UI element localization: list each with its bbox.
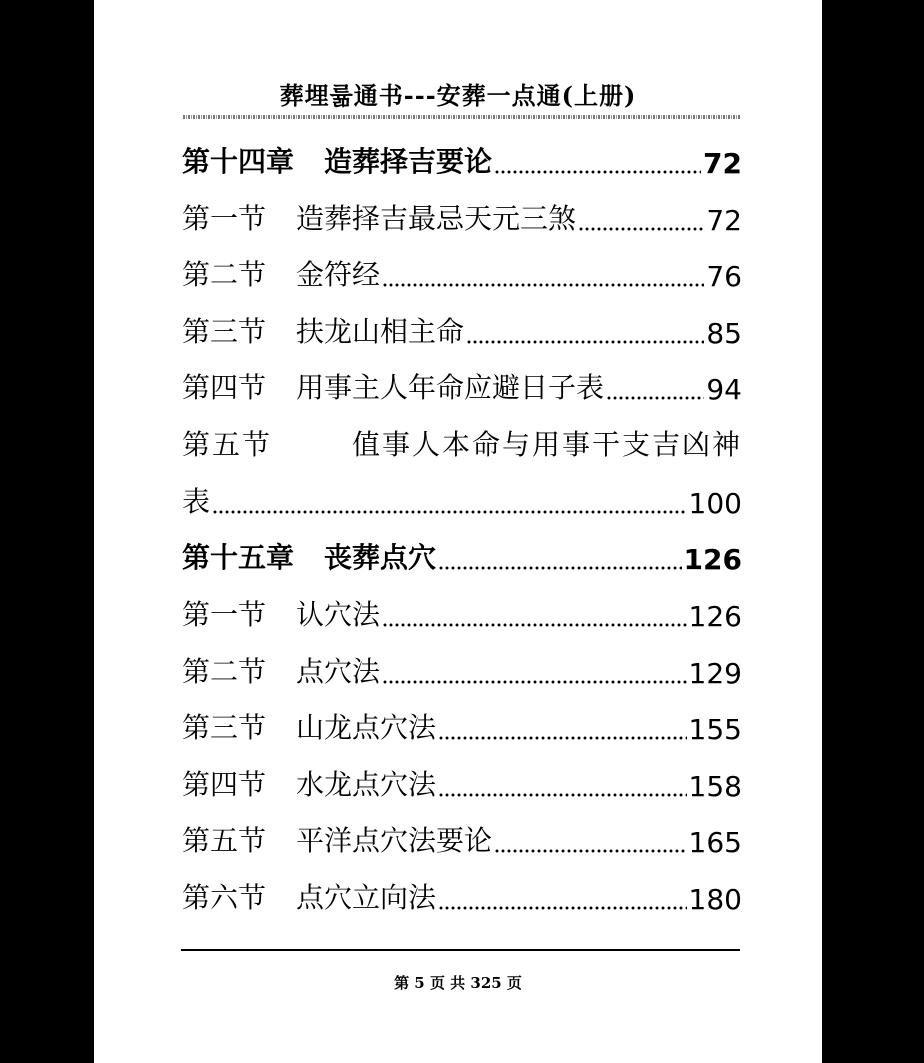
toc-page-number: 155 [688,713,742,746]
toc-chapter-15[interactable] [182,532,742,576]
header-divider [183,115,740,119]
toc-page-number: 100 [688,487,742,520]
toc-section-15-6[interactable] [182,872,742,916]
toc-section-15-4[interactable] [182,759,742,803]
toc-entry-title: 山龙点穴法 [296,711,437,744]
toc-entry-label: 第三节 [182,711,267,744]
toc-page-number: 85 [706,317,742,350]
toc-page-number: 72 [706,204,742,237]
dot-leader [494,849,687,853]
toc-page-number: 165 [688,826,742,859]
dot-leader [382,623,687,627]
dot-leader [466,340,704,344]
toc-entry-title: 用事主人年命应避日子表 [296,371,605,404]
running-header: 葬埋륢通书---安葬一点通(上册) [279,81,637,110]
toc-entry-label: 第二节 [182,258,267,291]
toc-entry-title: 金符经 [296,258,381,291]
toc-section-15-2[interactable] [182,646,742,690]
toc-section-14-4[interactable] [182,362,742,406]
dot-leader [606,396,704,400]
dot-leader [382,680,687,684]
dot-leader [438,736,687,740]
toc-page-number: 94 [706,373,742,406]
toc-entry-title: 水龙点穴法 [296,768,437,801]
toc-entry-title: 点穴法 [296,655,381,688]
toc-entry-label: 第五节 [182,428,273,461]
dot-leader [438,566,682,570]
toc-chapter-14[interactable] [182,136,742,180]
toc-entry-title-continued: 表 [182,485,211,518]
toc-page-number: 180 [688,883,742,916]
toc-entry-title: 点穴立向法 [296,881,437,914]
toc-page-number: 76 [706,260,742,293]
toc-entry-label: 第五节 [182,824,267,857]
toc-section-14-2[interactable] [182,249,742,293]
toc-entry-title: 扶龙山相主命 [296,315,465,348]
toc-entry-label: 第十五章 [182,541,295,574]
toc-entry-title: 认穴法 [296,598,381,631]
toc-section-15-1[interactable] [182,589,742,633]
toc-entry-label: 第十四章 [182,145,295,178]
toc-section-14-3[interactable] [182,306,742,350]
toc-entry-label: 第四节 [182,768,267,801]
toc-entry-title: 平洋点穴法要论 [296,824,493,857]
toc-section-15-3[interactable] [182,702,742,746]
toc-entry-label: 第四节 [182,371,267,404]
dot-leader [438,906,687,910]
toc-section-14-5-line1[interactable] [182,419,742,463]
toc-page-number: 72 [703,147,742,180]
toc-section-15-5[interactable] [182,815,742,859]
dot-leader [212,510,687,514]
document-page [94,0,822,1063]
toc-entry-title: 丧葬点穴 [324,541,437,574]
dot-leader [494,170,701,174]
toc-entry-label: 第一节 [182,598,267,631]
toc-page-number: 126 [683,543,742,576]
toc-entry-title: 造葬择吉最忌天元三煞 [296,202,577,235]
toc-page-number: 126 [688,600,742,633]
toc-section-14-1[interactable] [182,193,742,237]
dot-leader [382,283,704,287]
toc-entry-title: 造葬择吉要论 [324,145,493,178]
toc-entry-label: 第三节 [182,315,267,348]
toc-entry-label: 第二节 [182,655,267,688]
dot-leader [438,793,687,797]
dot-leader [578,227,704,231]
toc-page-number: 158 [688,770,742,803]
toc-entry-title: 值事人本命与用事干支吉凶神 [351,428,742,461]
page-indicator: 第 5 页 共 325 页 [394,974,522,992]
toc-section-14-5-line2[interactable] [182,476,742,520]
toc-entry-label: 第六节 [182,881,267,914]
toc-page-number: 129 [688,657,742,690]
toc-entry-label: 第一节 [182,202,267,235]
footer-divider [181,949,740,951]
